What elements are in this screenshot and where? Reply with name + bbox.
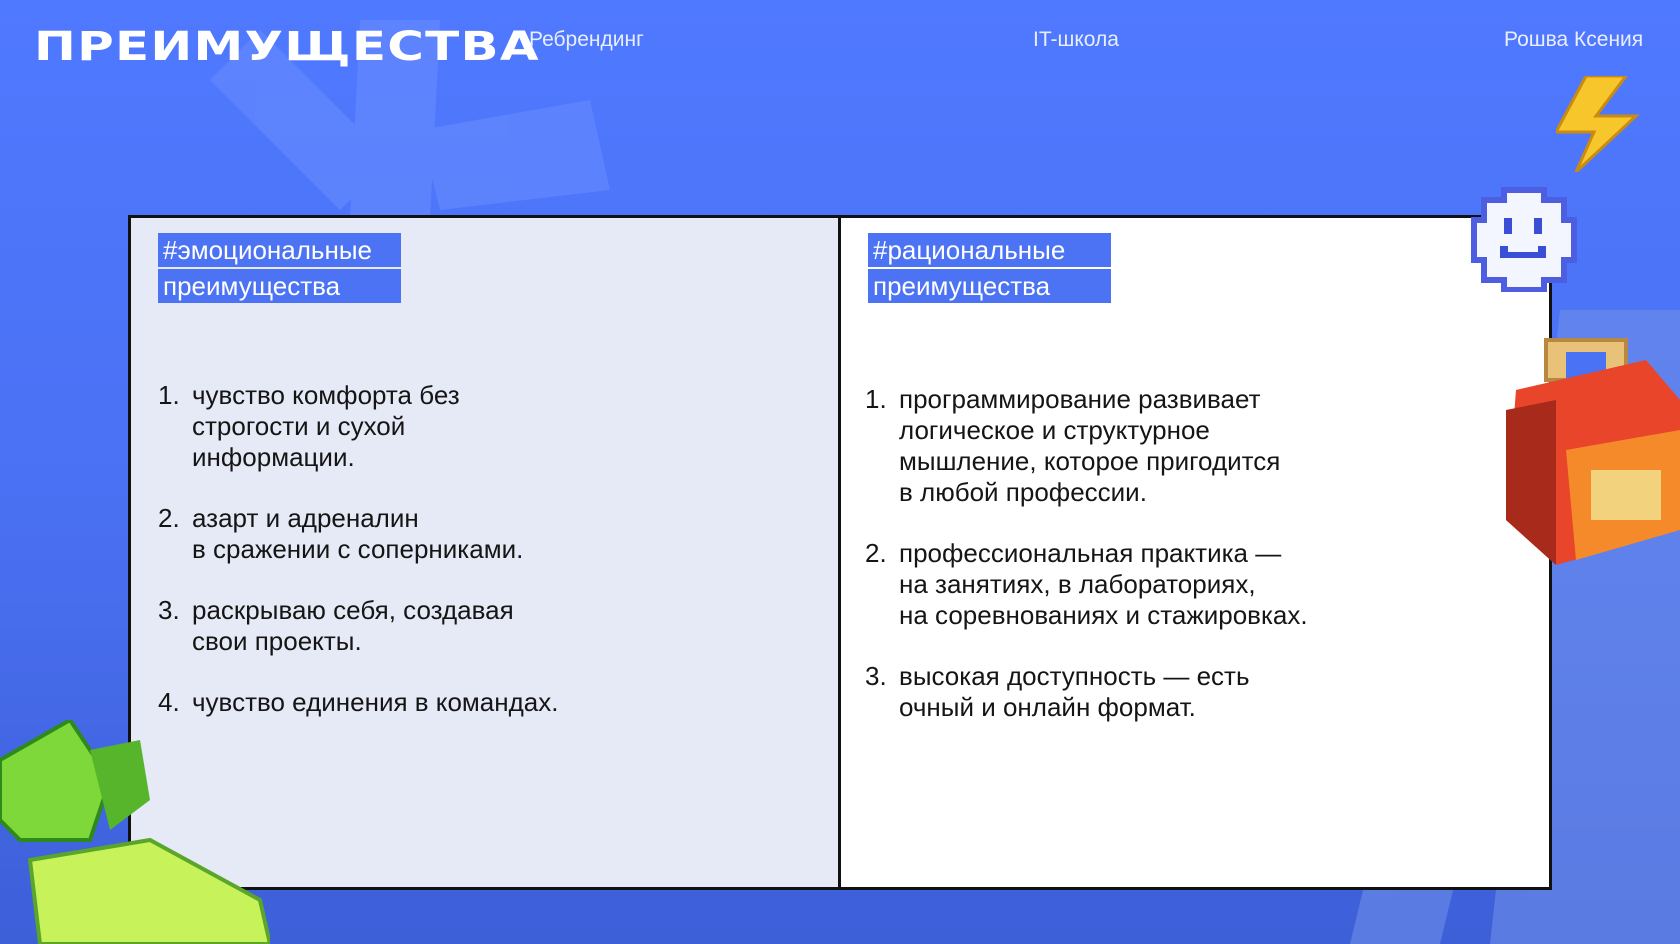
tag-line: #эмоциональные: [158, 233, 401, 267]
emotional-list: [158, 380, 818, 748]
tag-line: преимущества: [158, 269, 401, 303]
school-label: IT-школа: [1033, 28, 1119, 51]
list-item: 2. азарт и адреналин в сражении с соперниками.: [158, 503, 524, 564]
rational-benefits-panel: [838, 215, 1552, 890]
emotional-tag: [158, 233, 401, 305]
smiley-cloud-icon: [1464, 180, 1584, 292]
author-label: Рошва Ксения: [1504, 28, 1644, 51]
rational-list: [865, 384, 1529, 753]
list-item: 2. профессиональная практика — на занятиях, в лабораториях, на соревнованиях и стажировках.: [865, 538, 1308, 630]
list-item: 3. высокая доступность — есть очный и онлайн формат.: [865, 661, 1250, 722]
project-label: Ребрендинг: [529, 28, 644, 51]
list-item: 4. чувство единения в командах.: [158, 687, 559, 717]
backpack-icon: [1496, 330, 1680, 570]
pixel-plant-icon: [0, 720, 270, 944]
list-item: 1. программирование развивает логическое и структурное мышление, которое пригодится в любой профессии.: [865, 384, 1281, 507]
rational-tag: [868, 233, 1111, 305]
list-item: 1. чувство комфорта без строгости и сухой информации.: [158, 380, 460, 472]
lightning-icon: [1556, 76, 1646, 172]
tag-line: преимущества: [868, 269, 1111, 303]
list-item: 3. раскрываю себя, создавая свои проекты.: [158, 595, 514, 656]
tag-line: #рациональные: [868, 233, 1111, 267]
page-title: ПРЕИМУЩЕСТВА: [34, 24, 540, 70]
